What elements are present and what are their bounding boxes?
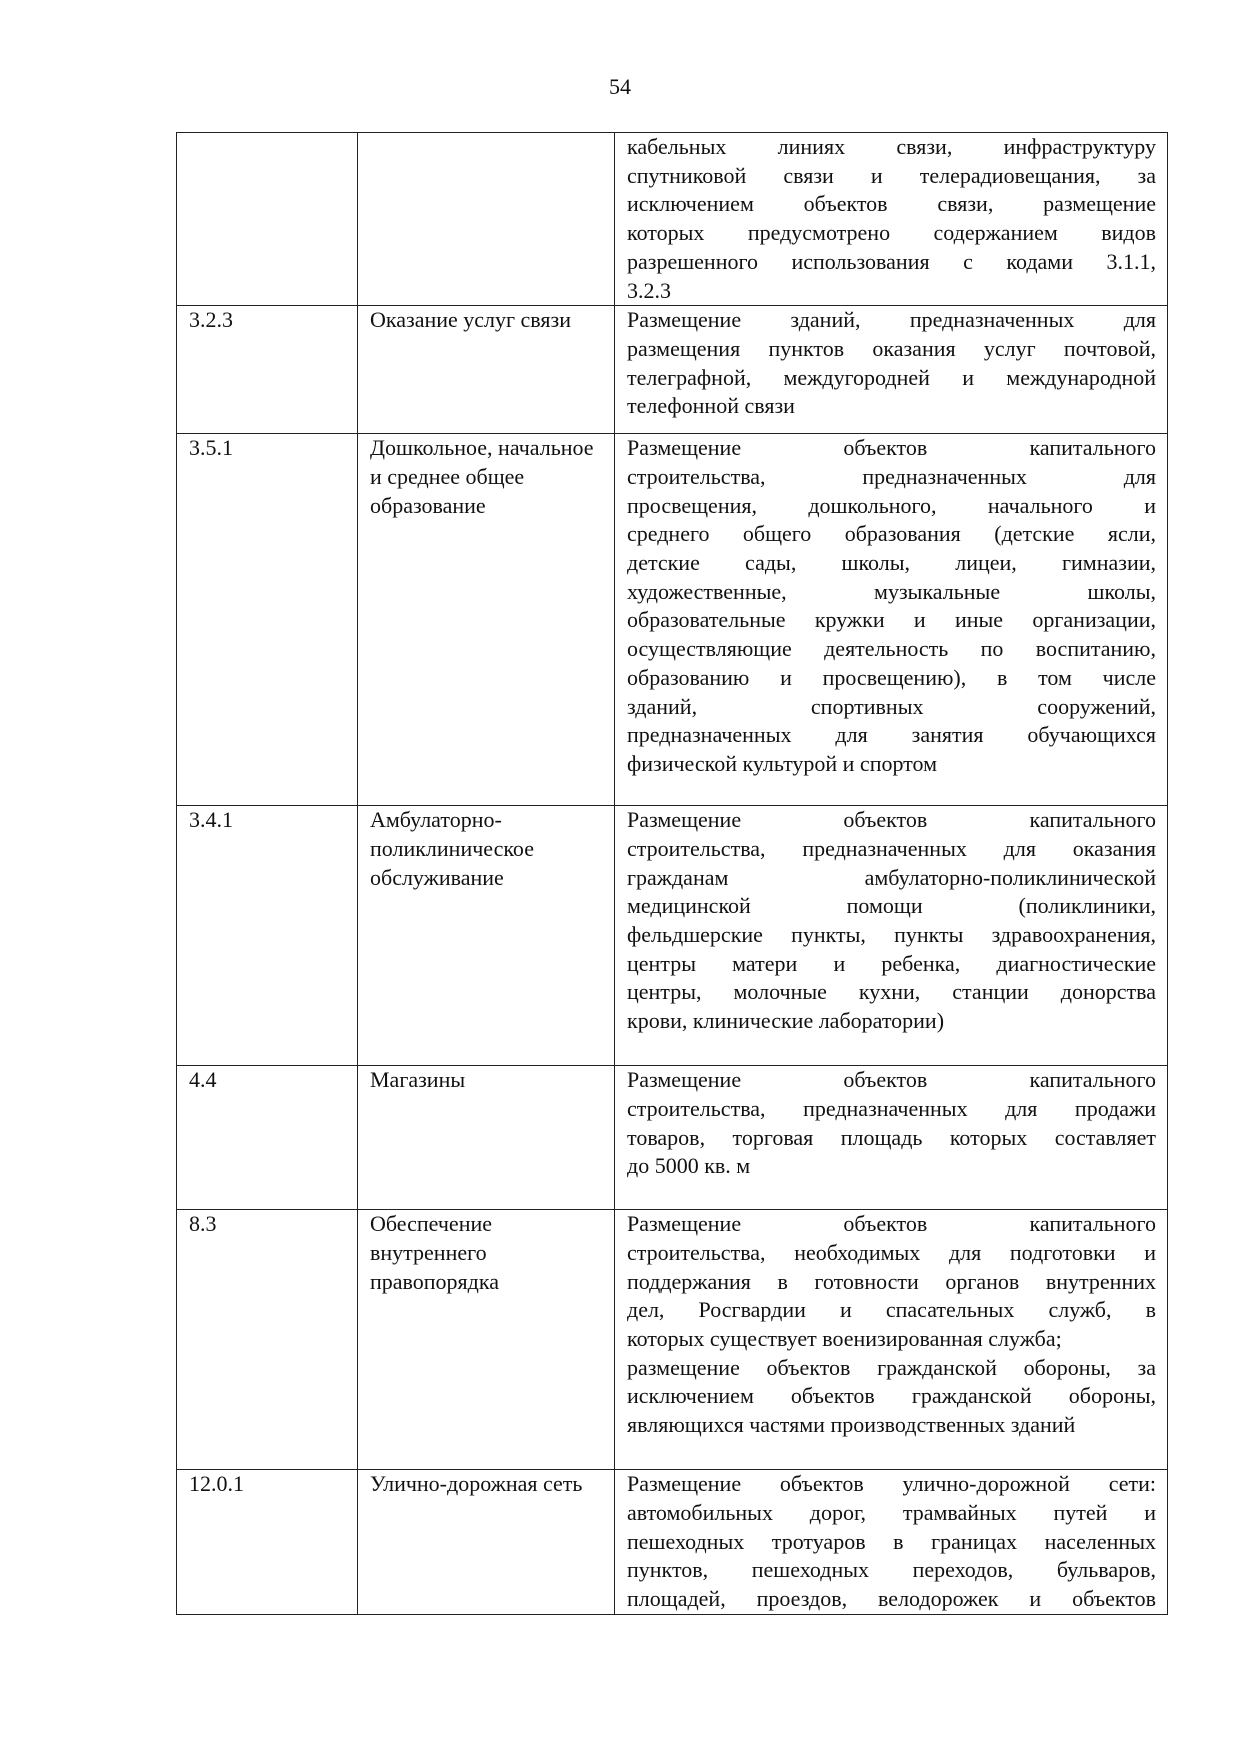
description-line: размещение объектов гражданской обороны, за (627, 1354, 1156, 1380)
name-cell: Магазины (358, 1066, 615, 1210)
code-cell: 12.0.1 (177, 1470, 358, 1615)
table-row (177, 133, 1168, 306)
description-line: художественные, музыкальные школы, (627, 578, 1156, 604)
description-line: кабельных линиях связи, инфраструктуру (627, 134, 1156, 159)
description-line: Размещение объектов капитального (627, 807, 1156, 833)
table-row (177, 806, 1168, 1066)
description-line: Размещение объектов улично-дорожной сети: (627, 1471, 1156, 1497)
description-cell (615, 434, 1168, 806)
description-line: автомобильных дорог, трамвайных путей и (627, 1499, 1156, 1525)
description-line: просвещения, дошкольного, начального и (627, 492, 1156, 518)
name-cell: Улично-дорожная сеть (358, 1470, 615, 1615)
description-line: центры, молочные кухни, станции донорства (627, 979, 1156, 1005)
description-line: пунктов, пешеходных переходов, бульваров, (627, 1557, 1156, 1583)
description-cell (615, 806, 1168, 1066)
description-line: строительства, предназначенных для (627, 463, 1156, 489)
description-line: физической культурой и спортом (627, 750, 938, 776)
code-cell: 3.2.3 (177, 306, 358, 434)
description-cell (615, 1470, 1168, 1615)
description-line: являющихся частями производственных зданий (627, 1412, 1076, 1438)
name-cell: Амбулаторно-поликлиническое обслуживание (358, 806, 615, 1066)
description-line: образовательные кружки и иные организации, (627, 607, 1156, 633)
code-cell: 8.3 (177, 1210, 358, 1470)
description-line: размещения пунктов оказания услуг почтовой, (627, 335, 1156, 361)
description-line: товаров, торговая площадь которых составляет (627, 1124, 1156, 1150)
description-cell (615, 306, 1168, 434)
description-line: дел, Росгвардии и спасательных служб, в (627, 1297, 1156, 1323)
description-line: исключением объектов гражданской обороны, (627, 1383, 1156, 1409)
description-line: Размещение объектов капитального (627, 1211, 1156, 1237)
description-line: телефонной связи (627, 393, 795, 419)
description-line: образованию и просвещению), в том числе (627, 664, 1156, 690)
description-line: строительства, предназначенных для оказания (627, 835, 1156, 861)
description-line: пешеходных тротуаров в границах населенных (627, 1528, 1156, 1554)
description-cell (615, 133, 1168, 306)
description-line: 3.2.3 (627, 277, 671, 303)
description-line: крови, клинические лаборатории) (627, 1008, 945, 1034)
land-use-table (176, 132, 1168, 1615)
description-line: детские сады, школы, лицеи, гимназии, (627, 550, 1156, 576)
description-line: которых существует военизированная служба; (627, 1326, 1062, 1352)
description-line: строительства, необходимых для подготовки и (627, 1239, 1156, 1265)
description-cell (615, 1210, 1168, 1470)
description-line: поддержания в готовности органов внутренних (627, 1268, 1156, 1294)
description-line: Размещение зданий, предназначенных для (627, 307, 1156, 333)
code-cell: 4.4 (177, 1066, 358, 1210)
name-cell (358, 133, 615, 306)
name-cell: Обеспечение внутреннего правопорядка (358, 1210, 615, 1470)
name-cell: Оказание услуг связи (358, 306, 615, 434)
description-line: зданий, спортивных сооружений, (627, 693, 1156, 719)
page-number: 54 (609, 74, 631, 99)
code-cell (177, 133, 358, 306)
description-line: осуществляющие деятельность по воспитанию, (627, 636, 1156, 662)
description-line: медицинской помощи (поликлиники, (627, 893, 1156, 919)
description-line: исключением объектов связи, размещение (627, 191, 1156, 217)
description-line: Размещение объектов капитального (627, 1067, 1156, 1093)
description-line: предназначенных для занятия обучающихся (627, 722, 1156, 748)
table-row (177, 1066, 1168, 1210)
name-cell: Дошкольное, начальное и среднее общее образование (358, 434, 615, 806)
code-cell: 3.5.1 (177, 434, 358, 806)
description-line: которых предусмотрено содержанием видов (627, 220, 1156, 246)
description-line: гражданам амбулаторно-поликлинической (627, 864, 1156, 890)
table-row (177, 1470, 1168, 1615)
description-line: строительства, предназначенных для продажи (627, 1095, 1156, 1121)
description-line: до 5000 кв. м (627, 1153, 751, 1179)
description-line: спутниковой связи и телерадиовещания, за (627, 162, 1156, 188)
table-row (177, 306, 1168, 434)
description-line: площадей, проездов, велодорожек и объектов (627, 1586, 1156, 1612)
description-line: Размещение объектов капитального (627, 435, 1156, 461)
description-line: фельдшерские пункты, пункты здравоохранения, (627, 922, 1156, 948)
description-cell (615, 1066, 1168, 1210)
description-line: телеграфной, междугородней и международной (627, 364, 1156, 390)
description-line: центры матери и ребенка, диагностические (627, 950, 1156, 976)
description-line: среднего общего образования (детские ясли, (627, 521, 1156, 547)
table-row (177, 434, 1168, 806)
code-cell: 3.4.1 (177, 806, 358, 1066)
description-line: разрешенного использования с кодами 3.1.1, (627, 248, 1156, 274)
table-row (177, 1210, 1168, 1470)
